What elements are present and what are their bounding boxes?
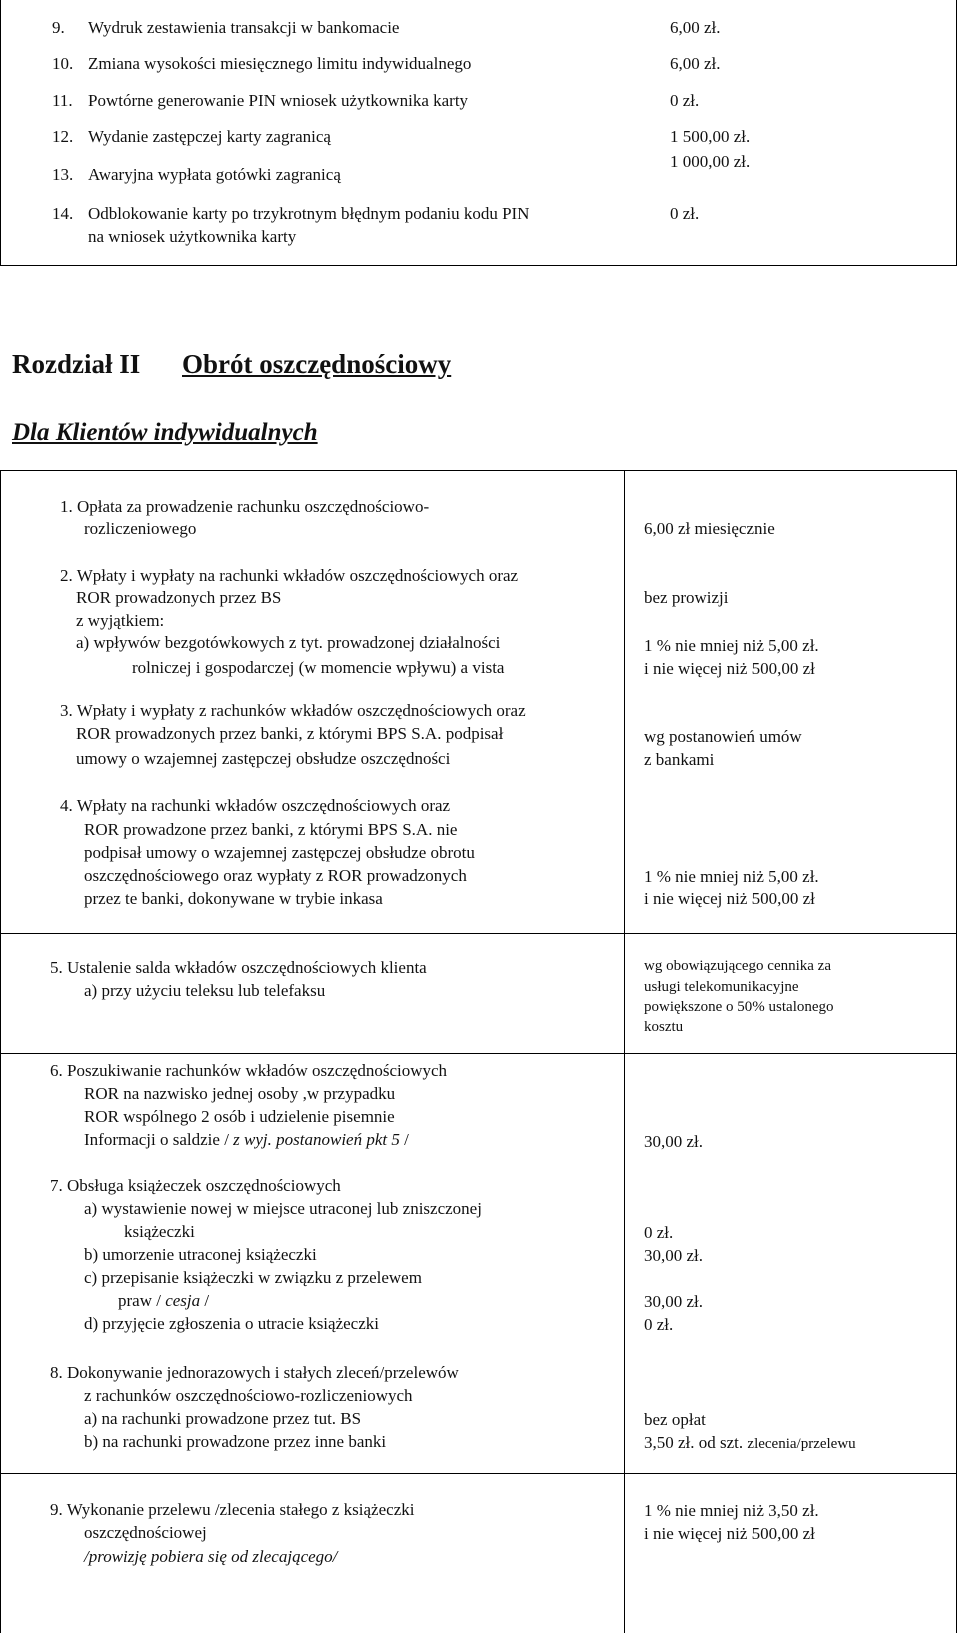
row-description: Wydanie zastępczej karty zagranicą [88,127,331,146]
item-3-text: 3. Wpłaty i wypłaty z rachunków wkładów oszczędnościowych oraz [60,701,526,720]
item-6-fee: 30,00 zł. [644,1132,704,1151]
row-fee: 1 000,00 zł. [670,152,751,171]
item-5-text: a) przy użyciu teleksu lub telefaksu [84,981,326,1000]
item-5-fee: usługi telekomunikacyjne [644,979,799,995]
row-divider [0,1053,957,1054]
item-1-text: rozliczeniowego [84,519,197,538]
item-2-fee: bez prowizji [644,588,729,607]
item-9-fee: 1 % nie mniej niż 3,50 zł. [644,1501,819,1520]
row-number: 11. [52,91,73,110]
table-border-right [956,0,957,266]
item-2-text: z wyjątkiem: [76,611,165,630]
row-fee: 0 zł. [670,91,700,110]
item-3-fee: z bankami [644,750,715,769]
table-border-right [956,470,957,1633]
item-8-fee-part: zlecenia/przelewu [747,1436,856,1452]
item-8-text: 8. Dokonywanie jednorazowych i stałych zleceń/przelewów [50,1363,459,1382]
item-4-fee: 1 % nie mniej niż 5,00 zł. [644,867,819,886]
item-4-text: oszczędnościowego oraz wypłaty z ROR prowadzonych [84,866,467,885]
item-9-fee: i nie więcej niż 500,00 zł [644,1524,815,1543]
column-divider [624,933,625,1053]
item-8-text: a) na rachunki prowadzone przez tut. BS [84,1409,362,1428]
row-divider [0,1473,957,1474]
row-number: 10. [52,54,74,73]
item-2-text: a) wpływów bezgotówkowych z tyt. prowadzonej działalności [76,633,501,652]
item-8-fee [644,1433,856,1453]
table-border-bottom [0,265,957,266]
item-5-fee: wg obowiązującego cennika za [644,958,831,974]
item-6-text-italic: z wyj. postanowień pkt 5 [233,1130,400,1149]
item-6-text: 6. Poszukiwanie rachunków wkładów oszczędnościowych [50,1061,448,1080]
table-border-top [0,470,957,471]
item-7-fee: 30,00 zł. [644,1246,704,1265]
row-description: Zmiana wysokości miesięcznego limitu indywidualnego [88,54,472,73]
item-9-text: oszczędnościowej [84,1523,207,1542]
item-4-fee: i nie więcej niż 500,00 zł [644,889,815,908]
column-divider [624,470,625,933]
row-fee: 6,00 zł. [670,18,721,37]
row-number: 12. [52,127,74,146]
item-7-text: d) przyjęcie zgłoszenia o utracie książeczki [84,1314,379,1333]
row-fee: 1 500,00 zł. [670,127,751,146]
row-fee: 6,00 zł. [670,54,721,73]
item-4-text: 4. Wpłaty na rachunki wkładów oszczędnościowych oraz [60,796,451,815]
item-7-text: książeczki [124,1222,195,1241]
row-fee: 0 zł. [670,204,700,223]
item-6-text: ROR na nazwisko jednej osoby ,w przypadku [84,1084,396,1103]
item-4-text: ROR prowadzone przez banki, z którymi BPS S.A. nie [84,820,458,839]
item-8-fee: bez opłat [644,1410,706,1429]
item-8-fee-part: 3,50 zł. od szt. [644,1433,748,1452]
item-7-text: 7. Obsługa książeczek oszczędnościowych [50,1176,341,1195]
table-border-left [0,470,1,1633]
item-7-text [118,1291,209,1311]
row-divider [0,933,957,934]
item-7-text: b) umorzenie utraconej książeczki [84,1245,317,1264]
item-7-text-part: praw / [118,1291,166,1310]
item-7-fee: 30,00 zł. [644,1292,704,1311]
item-6-text [84,1130,409,1150]
column-divider [624,1053,625,1473]
item-2-text: ROR prowadzonych przez BS [76,588,282,607]
item-8-text: b) na rachunki prowadzone przez inne banki [84,1432,387,1451]
item-6-text: ROR wspólnego 2 osób i udzielenie pisemnie [84,1107,395,1126]
item-5-text: 5. Ustalenie salda wkładów oszczędnościowych klienta [50,958,427,977]
item-1-text: 1. Opłata za prowadzenie rachunku oszczędnościowo- [60,497,430,516]
row-number: 9. [52,18,65,37]
item-7-text: c) przepisanie książeczki w związku z przelewem [84,1268,422,1287]
section-subtitle: Dla Klientów indywidualnych [12,419,318,446]
item-3-fee: wg postanowień umów [644,727,802,746]
table-border-left [0,0,1,266]
row-description: Wydruk zestawienia transakcji w bankomacie [88,18,400,37]
row-description: Awaryjna wypłata gotówki zagranicą [88,165,341,184]
item-7-text: a) wystawienie nowej w miejsce utraconej lub zniszczonej [84,1199,482,1218]
item-2-fee: i nie więcej niż 500,00 zł [644,659,815,678]
item-3-text: umowy o wzajemnej zastępczej obsłudze oszczędności [76,749,451,768]
item-1-fee: 6,00 zł miesięcznie [644,519,775,538]
section-label: Rozdział II [12,349,141,379]
item-2-text: 2. Wpłaty i wypłaty na rachunki wkładów oszczędnościowych oraz [60,566,519,585]
item-6-text-part: / [399,1130,409,1149]
item-2-fee: 1 % nie mniej niż 5,00 zł. [644,636,819,655]
row-description: Odblokowanie karty po trzykrotnym błędnym podaniu kodu PIN [88,204,530,223]
item-3-text: ROR prowadzonych przez banki, z którymi BPS S.A. podpisał [76,724,504,743]
row-description: Powtórne generowanie PIN wniosek użytkownika karty [88,91,469,110]
item-7-fee: 0 zł. [644,1315,674,1334]
item-7-text-part: / [200,1291,210,1310]
row-description-cont: na wniosek użytkownika karty [88,227,297,246]
item-9-text: 9. Wykonanie przelewu /zlecenia stałego z książeczki [50,1500,415,1519]
item-4-text: podpisał umowy o wzajemnej zastępczej obsłudze obrotu [84,843,475,862]
row-number: 14. [52,204,74,223]
section-title: Obrót oszczędnościowy [182,349,452,379]
item-9-text-italic: /prowizję pobiera się od zlecającego/ [84,1547,338,1566]
item-4-text: przez te banki, dokonywane w trybie inkasa [84,889,383,908]
item-7-fee: 0 zł. [644,1223,674,1242]
item-8-text: z rachunków oszczędnościowo-rozliczeniowych [84,1386,413,1405]
item-5-fee: kosztu [644,1019,684,1035]
item-5-fee: powiększone o 50% ustalonego [644,999,834,1015]
row-number: 13. [52,165,74,184]
item-7-text-italic: cesja [165,1291,201,1310]
item-6-text-part: Informacji o saldzie / [84,1130,234,1149]
column-divider [624,1473,625,1633]
item-2-text: rolniczej i gospodarczej (w momencie wpływu) a vista [132,658,505,677]
